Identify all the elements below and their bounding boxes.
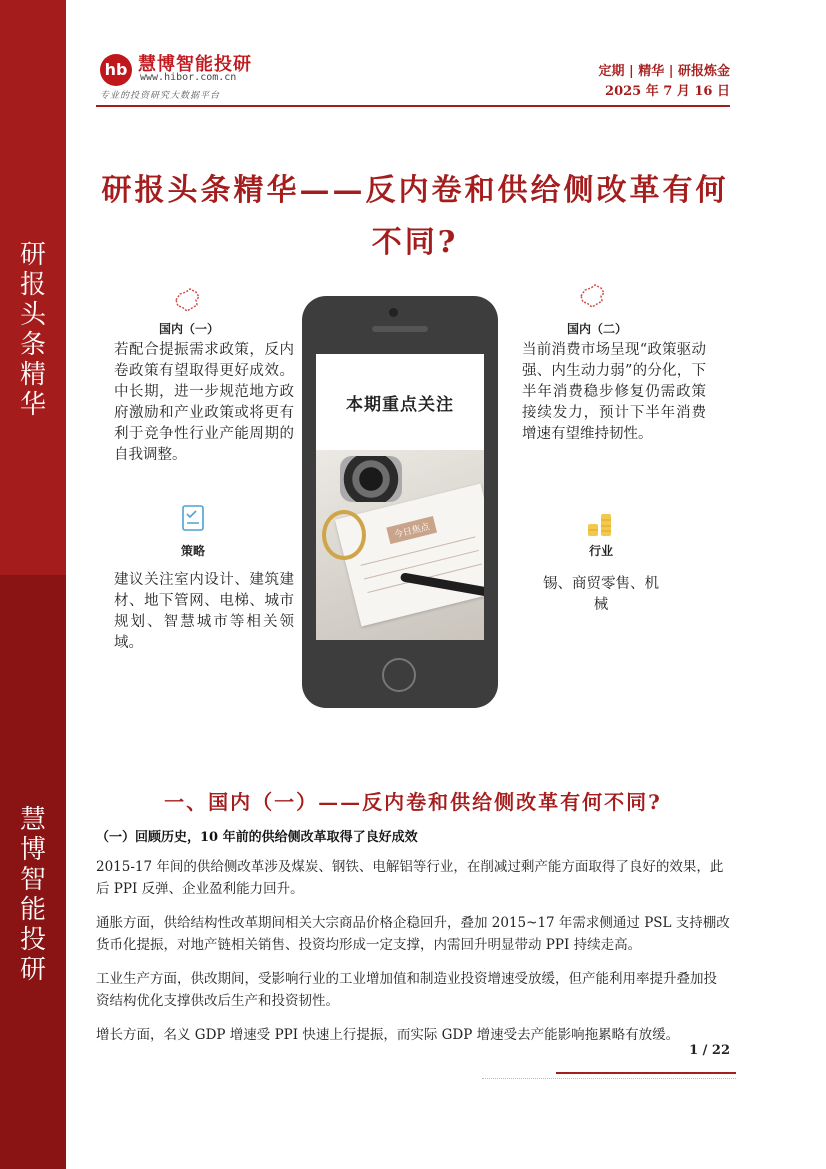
paragraph: 工业生产方面，供改期间，受影响行业的工业增加值和制造业投资增速受放缓，但产能利用率提升叠加投资结构优化支撑供改后生产和投资韧性。 — [96, 971, 717, 1009]
domestic1-heading: 国内（一） — [158, 322, 219, 336]
strategy-text: 建议关注室内设计、建筑建材、地下管网、电梯、城市规划、智慧城市等相关领域。 — [114, 572, 294, 651]
logo-url: www.hibor.com.cn — [140, 72, 237, 83]
domestic2-text: 当前消费市场呈现“政策驱动强、内生动力弱”的分化，下半年消费稳步修复仍需政策接续发力，预计下半年消费增速有望维持韧性。 — [522, 342, 706, 442]
paragraph: 增长方面，名义 GDP 增速受 PPI 快速上行提振，而实际 GDP 增速受去产能影响拖累略有放缓。 — [96, 1027, 680, 1043]
phone-illustration — [302, 296, 498, 708]
gold-ring — [322, 510, 366, 560]
china-map-icon — [172, 286, 202, 314]
domestic1-text: 若配合提振需求政策，反内卷政策有望取得更好成效。中长期，进一步规范地方政府激励和产业政策或将更有利于竞争性行业产能周期的自我调整。 — [114, 342, 294, 463]
footer-rule — [556, 1072, 736, 1074]
phone-screen-title: 本期重点关注 — [346, 395, 454, 415]
paper-stamp: 今日焦点 — [386, 516, 437, 544]
phone-screen — [316, 354, 484, 640]
brand-logo[interactable] — [100, 48, 300, 100]
industry-text: 锡、商贸零售、机械 — [543, 576, 659, 613]
header-date: 2025 年 7 月 16 日 — [605, 84, 730, 99]
phone-speaker — [372, 326, 428, 332]
camera-lens — [340, 456, 402, 502]
strategy-heading: 策略 — [180, 544, 205, 558]
phone-camera — [389, 308, 398, 317]
strategy-board-icon — [178, 504, 208, 532]
paper-sheet — [335, 483, 484, 626]
header-tags: 定期 | 精华 | 研报炼金 — [598, 64, 730, 79]
domestic2-heading: 国内（二） — [566, 322, 627, 336]
logo-name: 慧博智能投研 — [138, 54, 252, 75]
page-number: 1 / 22 — [689, 1043, 730, 1058]
logo-mark-icon: hb — [100, 54, 132, 86]
industry-heading: 行业 — [588, 544, 613, 558]
section1-heading: 一、国内（一）——反内卷和供给侧改革有何不同? — [164, 790, 662, 814]
footer-dotted-rule — [482, 1078, 736, 1079]
paper-line — [361, 536, 476, 566]
phone-home-button — [382, 658, 416, 692]
paragraph: 2015-17 年间的供给侧改革涉及煤炭、钢铁、电解铝等行业，在削减过剩产能方面取得了良好的效果，此后 PPI 反弹、企业盈利能力回升。 — [96, 859, 724, 897]
header-meta — [598, 62, 730, 102]
page-title: 研报头条精华——反内卷和供给侧改革有何不同? — [101, 173, 729, 260]
china-map-icon — [577, 282, 607, 310]
sidebar-top-label: 研报头条精华 — [19, 240, 46, 420]
header-divider — [96, 105, 730, 107]
paragraph: 通胀方面，供给结构性改革期间相关大宗商品价格企稳回升，叠加 2015~17 年需求侧通过 PSL 支持棚改货币化提振，对地产链相关销售、投资均形成一定支撑，内需回升明显带动 PPI 持续走高。 — [96, 915, 730, 953]
desk-photo — [316, 450, 484, 640]
section1-subheading: （一）回顾历史，10 年前的供给侧改革取得了良好成效 — [96, 830, 418, 845]
sidebar-bottom-label: 慧博智能投研 — [19, 805, 46, 985]
logo-slogan: 专业的投资研究大数据平台 — [100, 91, 221, 101]
coins-stack-icon — [585, 510, 615, 538]
